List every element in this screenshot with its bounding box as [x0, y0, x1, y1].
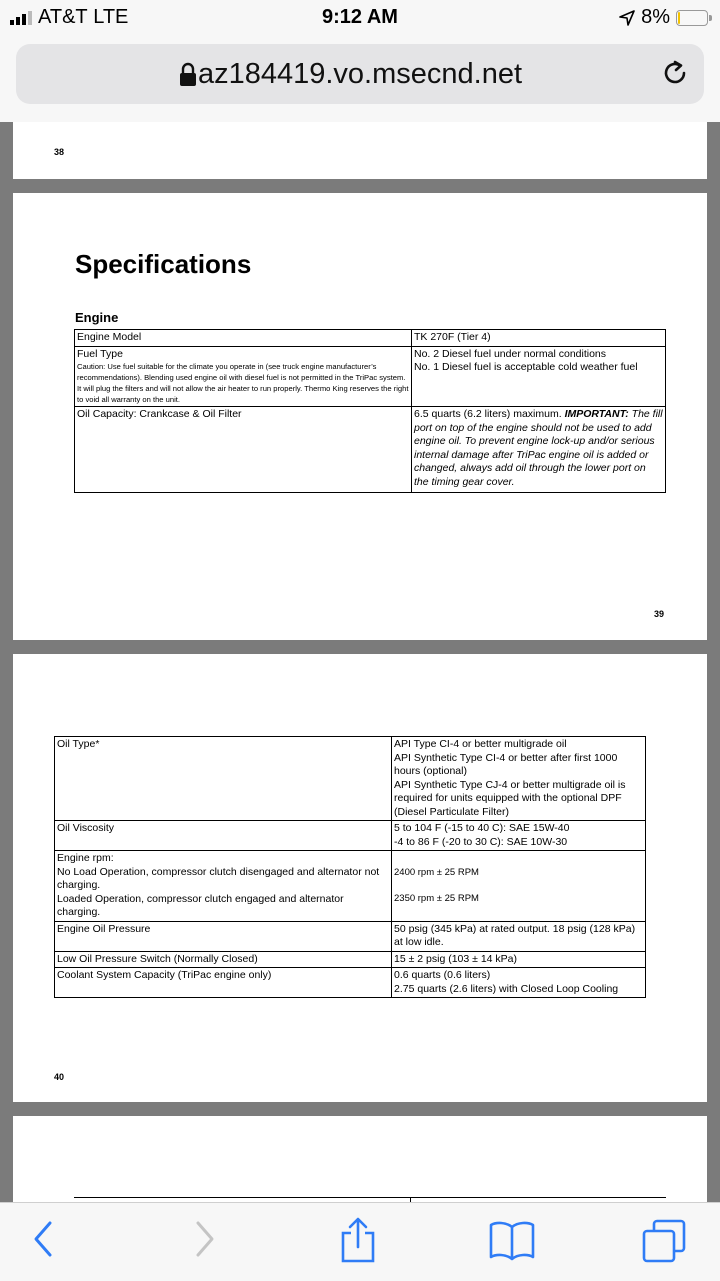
spec-label: Oil Capacity: Crankcase & Oil Filter — [75, 407, 412, 493]
bottom-toolbar — [0, 1202, 720, 1281]
spec-value-cell — [392, 851, 646, 922]
spec-label: Coolant System Capacity (TriPac engine only) — [55, 968, 392, 998]
spec-value: 15 ± 2 psig (103 ± 14 kPa) — [392, 951, 646, 968]
spec-value: 0.6 quarts (0.6 liters) — [394, 969, 491, 981]
spec-value: 6.5 quarts (6.2 liters) maximum. — [414, 408, 562, 420]
page-number: 39 — [654, 609, 665, 619]
spec-value: 2.75 quarts (2.6 liters) with Closed Loop Cooling — [394, 982, 619, 995]
spec-value: API Type CI-4 or better multigrade oil — [394, 738, 567, 750]
battery-icon — [676, 10, 708, 26]
pdf-page-40 — [13, 654, 707, 1102]
spec-label: Oil Type* — [55, 737, 392, 821]
chevron-right-icon[interactable] — [190, 1219, 218, 1259]
clock: 9:12 AM — [322, 6, 398, 28]
important-note: The fill port on top of the engine should not be used to add engine oil. To prevent engine lock-up and/or serious internal damage after TriPac engine oil is added or changed, always add oil through the lower port on the timing gear cover. — [414, 408, 663, 488]
spec-value-cell — [392, 968, 646, 998]
spec-value: No. 1 Diesel fuel is acceptable cold weather fuel — [414, 361, 638, 373]
spec-value: 50 psig (345 kPa) at rated output. 18 psig (128 kPa) at low idle. — [392, 921, 646, 951]
table-row — [55, 951, 646, 968]
spec-value-cell — [392, 821, 646, 851]
pdf-page-38 — [13, 122, 707, 179]
table-top-border — [74, 1197, 666, 1198]
page-title: Specifications — [75, 249, 252, 279]
caution-note: Caution: Use fuel suitable for the climate you operate in (see truck engine manufacturer’s recommendations). Blending used engine oil with diesel fuel is not permitted in the TriPac system. It will plug the filters and will not allow the air heater to run properly. Thermo King reserves the right to void all warranty on the unit. — [77, 362, 409, 404]
table-row — [75, 346, 666, 407]
carrier-label: AT&T — [38, 6, 88, 28]
important-label: IMPORTANT: — [564, 408, 629, 420]
spec-label: Oil Viscosity — [55, 821, 392, 851]
spec-value: -4 to 86 F (-20 to 30 C): SAE 10W-30 — [394, 835, 568, 848]
battery-group — [619, 6, 708, 29]
spec-value: 2400 rpm ± 25 RPM — [394, 867, 479, 878]
book-icon[interactable] — [488, 1219, 536, 1261]
pdf-viewer[interactable] — [0, 122, 720, 1202]
table-row — [55, 821, 646, 851]
engine-spec-table — [74, 329, 666, 493]
spec-value: 5 to 104 F (-15 to 40 C): SAE 15W-40 — [394, 822, 570, 834]
table-row — [55, 851, 646, 922]
pdf-page-39 — [13, 193, 707, 640]
table-row — [55, 737, 646, 821]
address-bar[interactable] — [16, 44, 704, 104]
spec-value: 2350 rpm ± 25 RPM — [394, 893, 479, 904]
spec-label: Engine rpm: — [57, 852, 114, 864]
spec-label-cell — [55, 851, 392, 922]
table-row — [75, 407, 666, 493]
battery-level-fill — [678, 12, 680, 24]
share-icon[interactable] — [338, 1215, 378, 1265]
page-number: 40 — [54, 1072, 65, 1082]
spec-value: API Synthetic Type CI-4 or better after first 1000 hours (optional) — [394, 751, 618, 777]
url-text[interactable]: az184419.vo.msecnd.net — [197, 58, 523, 90]
spec-value-cell — [412, 407, 666, 493]
location-arrow-icon — [619, 10, 635, 26]
page-number: 38 — [54, 147, 65, 157]
table-row — [55, 921, 646, 951]
spec-label: No Load Operation, compressor clutch disengaged and alternator not charging. — [57, 865, 380, 891]
spec-label: Engine Oil Pressure — [55, 921, 392, 951]
spec-label: Engine Model — [75, 330, 412, 347]
reload-icon[interactable] — [660, 58, 690, 88]
table-row — [55, 968, 646, 998]
spec-value: TK 270F (Tier 4) — [412, 330, 666, 347]
chevron-left-icon[interactable] — [30, 1219, 58, 1259]
section-heading: Engine — [75, 310, 119, 325]
status-bar — [0, 0, 720, 36]
spec-label: Low Oil Pressure Switch (Normally Closed) — [55, 951, 392, 968]
network-label: LTE — [93, 6, 129, 28]
spec-label: Loaded Operation, compressor clutch engaged and alternator charging. — [57, 892, 344, 918]
spec-value-cell — [412, 346, 666, 407]
engine-spec-table-continued — [54, 736, 646, 998]
spec-value: API Synthetic Type CJ-4 or better multigrade oil is required for units equipped with the optional DPF (Diesel Particulate Filter) — [394, 778, 626, 818]
spec-label-cell — [75, 346, 412, 407]
spec-value: No. 2 Diesel fuel under normal conditions — [414, 347, 607, 360]
spec-label: Fuel Type — [77, 347, 123, 360]
spec-value-cell — [392, 737, 646, 821]
pdf-page-41 — [13, 1116, 707, 1202]
table-row — [75, 330, 666, 347]
battery-percent: 8% — [641, 6, 670, 28]
address-bar-area — [0, 36, 720, 122]
tabs-icon[interactable] — [640, 1217, 688, 1265]
